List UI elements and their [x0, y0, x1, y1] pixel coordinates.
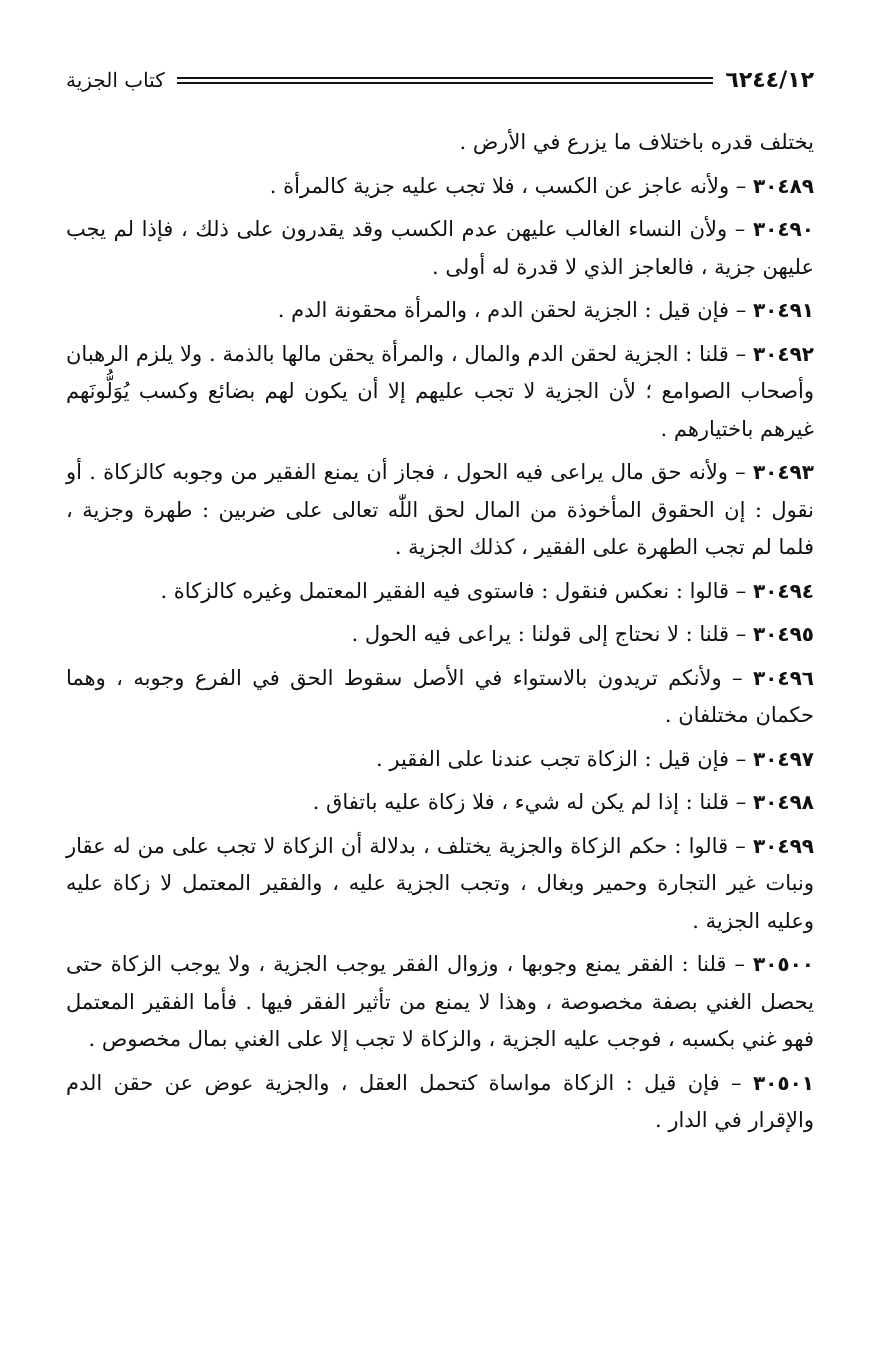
numbered-paragraph	[66, 211, 814, 286]
book-page	[66, 58, 814, 1318]
numbered-paragraph	[66, 828, 814, 941]
paragraph-text: – فإن قيل : الزكاة تجب عندنا على الفقير .	[376, 746, 747, 771]
book-title: كتاب الجزية	[66, 68, 165, 92]
paragraph-text: – قلنا : إذا لم يكن له شيء ، فلا زكاة عليه باتفاق .	[312, 790, 747, 814]
paragraph-text: – فإن قيل : الزكاة مواساة كتحمل العقل ، والجزية عوض عن حقن الدم والإقرار في الدار .	[66, 1070, 814, 1132]
paragraph-text: – قالوا : حكم الزكاة والجزية يختلف ، بدلالة أن الزكاة لا تجب على من له عقار ونبات غير التجارة وحمير وبغال ، وتجب الجزية عليه ، والفقير المعتمل لا زكاة عليه وعليه الجزية .	[66, 833, 814, 933]
paragraph-number: ٣٠٤٩٩	[752, 833, 814, 858]
numbered-paragraph	[66, 616, 814, 654]
paragraph-number: ٣٠٤٩١	[752, 298, 814, 322]
paragraph-text: – ولأن النساء الغالب عليهن عدم الكسب وقد يقدرون على ذلك ، فإذا لم يجب عليهن جزية ، فالعاجز الذي لا قدرة له أولى .	[66, 217, 814, 279]
paragraph-number: ٣٠٤٩٥	[752, 622, 814, 646]
numbered-paragraph	[66, 784, 814, 822]
numbered-paragraph	[66, 168, 814, 206]
page-number: ٦٢٤٤/١٢	[725, 67, 814, 93]
paragraph-text: – فإن قيل : الجزية لحقن الدم ، والمرأة محقونة الدم .	[277, 298, 747, 322]
numbered-paragraph	[66, 946, 814, 1059]
page-header	[66, 58, 814, 102]
paragraph-text: – قالوا : نعكس فنقول : فاستوى فيه الفقير المعتمل وغيره كالزكاة .	[160, 578, 747, 603]
numbered-paragraph	[66, 573, 814, 611]
paragraph-text: – ولأنكم تريدون بالاستواء في الأصل سقوط الحق في الفرع وجوبه ، وهما حكمان مختلفان .	[66, 665, 814, 727]
paragraph-number: ٣٠٤٩٦	[752, 665, 814, 690]
paragraph-text: – ولأنه عاجز عن الكسب ، فلا تجب عليه جزية كالمرأة .	[269, 173, 747, 198]
numbered-paragraph	[66, 741, 814, 779]
paragraph-text: – قلنا : الجزية لحقن الدم والمال ، والمرأة يحقن مالها بالذمة . ولا يلزم الرهبان وأصحاب الصوامع ؛ لأن الجزية لا تجب عليهم إلا أن يكون لهم بضائع وكسب يُوَلُّونَهم غيرهم باختيارهم .	[66, 341, 814, 441]
numbered-paragraph	[66, 336, 814, 449]
paragraph-text: – قلنا : الفقر يمنع وجوبها ، وزوال الفقر يوجب الجزية ، ولا يوجب الزكاة حتى يحصل الغني بصفة مخصوصة ، وهذا لا يمنع من تأثير الفقر فيها . فأما الفقير المعتمل فهو غني بكسبه ، فوجب عليه الجزية ، والزكاة لا تجب إلا على الغني بمال مخصوص .	[66, 952, 814, 1051]
numbered-paragraph	[66, 454, 814, 567]
numbered-paragraph	[66, 660, 814, 735]
paragraph-number: ٣٠٤٩٣	[752, 460, 814, 484]
paragraph-number: ٣٠٥٠٠	[752, 952, 814, 976]
numbered-paragraph	[66, 1065, 814, 1140]
paragraph-number: ٣٠٤٨٩	[752, 173, 814, 198]
body-text	[66, 124, 814, 1140]
paragraph-number: ٣٠٥٠١	[752, 1070, 814, 1095]
paragraph-list	[66, 168, 814, 1140]
continuation-paragraph: يختلف قدره باختلاف ما يزرع في الأرض .	[459, 130, 814, 154]
paragraph-number: ٣٠٤٩٤	[752, 578, 814, 603]
header-rule	[177, 77, 714, 84]
paragraph-number: ٣٠٤٩٠	[752, 217, 814, 241]
paragraph-number: ٣٠٤٩٨	[752, 790, 814, 814]
numbered-paragraph	[66, 292, 814, 330]
paragraph-number: ٣٠٤٩٧	[752, 746, 814, 771]
paragraph-text: – ولأنه حق مال يراعى فيه الحول ، فجاز أن يمنع الفقير من وجوبه كالزكاة . أو نقول : إن الحقوق المأخوذة من المال لحق اللّٰه تعالى على ضربين : طهرة وجزية ، فلما لم تجب الطهرة على الفقير ، كذلك الجزية .	[66, 460, 814, 559]
paragraph-number: ٣٠٤٩٢	[752, 341, 814, 366]
paragraph-text: – قلنا : لا نحتاج إلى قولنا : يراعى فيه الحول .	[351, 622, 747, 646]
